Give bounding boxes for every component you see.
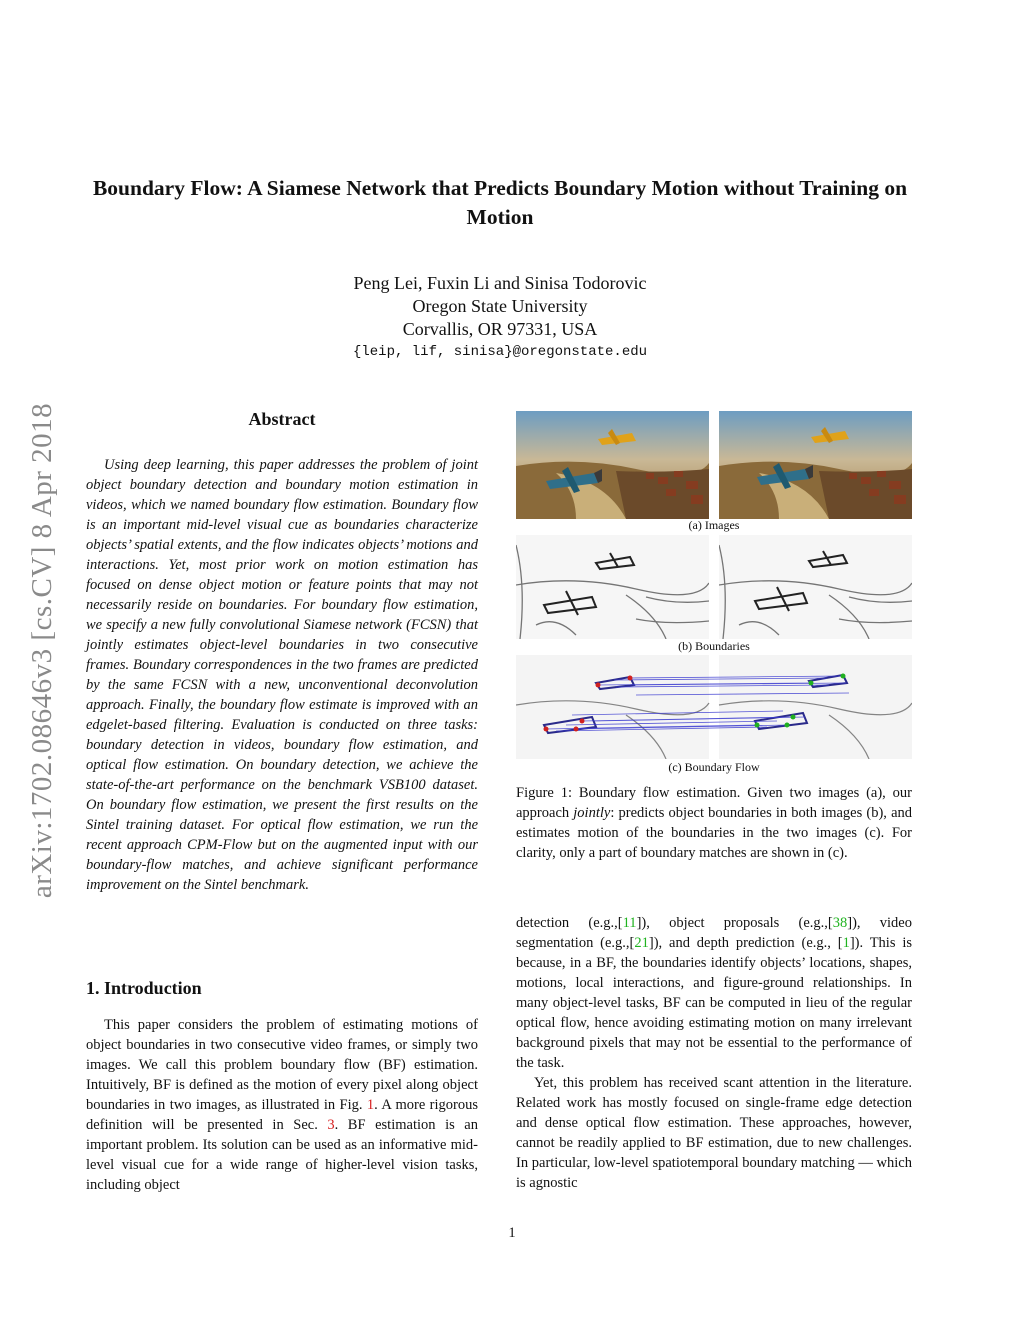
- right-paragraph-2: Yet, this problem has received scant attention in the literature. Related work has mostly focused on single-frame edge detection and dense optical flow estimation. These approaches, however, cannot be readily applied to BF estimation, due to new challenges. In particular, low-level spatiotemporal boundary matching — which is agnostic: [516, 1075, 912, 1191]
- boundary-flow-panel: [516, 655, 912, 759]
- abstract-text: Using deep learning, this paper addresses the problem of joint object boundary detection and boundary motion estimation in videos, which we named boundary flow estimation. Boundary flow is an important mid-level visual cue as boundaries characterize objects’ spatial extents, and the flow indicates objects’ motions and interactions. Yet, most prior work on motion estimation has focused on dense object motion or feature points that may not necessarily reside on boundaries. For boundary flow estimation, we specify a new fully convolutional Siamese network (FCSN) that jointly estimates object-level boundaries in two consecutive frames. Boundary correspondences in the two frames are predicted by the same FCSN with a new, unconventional deconvolution approach. Finally, the boundary flow estimate is improved with an edgelet-based filtering. Evaluation is conducted on three tasks: boundary detection in videos, boundary flow estimation, and optical flow estimation. On boundary detection, we achieve the state-of-the-art performance on the benchmark VSB100 dataset. On boundary flow estimation, we present the first results on the Sintel training dataset. For optical flow estimation, we run the recent approach CPM-Flow but on the augmented input with our boundary-flow matches, and achieve significant performance improvement on the Sintel benchmark.: [86, 457, 478, 893]
- author-block: [200, 272, 800, 364]
- affiliation: Oregon State University: [412, 296, 588, 316]
- section-ref-link[interactable]: 3: [327, 1117, 335, 1133]
- citation-link[interactable]: 38: [832, 915, 848, 931]
- subcaption-images: (a) Images: [688, 518, 740, 532]
- citation-link[interactable]: 11: [622, 915, 637, 931]
- figure-ref-link[interactable]: 1: [366, 1097, 375, 1113]
- intro-paragraph: This paper considers the problem of estimating motions of object boundaries in two consecutive video frames, or simply two images. We call this problem boundary flow (BF) estimation. Intuitively, BF is defined as the motion of every pixel along object boundaries in two images, as illustrated in Fig. 1. A more rigorous definition will be presented in Sec. 3. BF estimation is an important problem. Its solution can be used as an informative mid-level visual cue for a wide range of higher-level vision tasks, including object: [86, 1017, 478, 1193]
- boundary-map-1: [516, 535, 709, 639]
- intro-heading: 1. Introduction: [86, 978, 202, 998]
- boundary-map-2: [719, 535, 912, 639]
- email: {leip, lif, sinisa}@oregonstate.edu: [352, 344, 648, 360]
- address: Corvallis, OR 97331, USA: [402, 319, 598, 339]
- right-column-text: [516, 913, 912, 1193]
- citation-link[interactable]: 21: [634, 935, 649, 951]
- arxiv-stamp: [18, 360, 68, 940]
- author-names: Peng Lei, Fuxin Li and Sinisa Todorovic: [353, 273, 647, 293]
- figure-caption: Figure 1: Boundary flow estimation. Given two images (a), our approach jointly: predicts object boundaries in both images (b), and estimates motion of the boundaries in the two images (c). For clarity, only a part of boundary matches are shown in (c).: [516, 785, 913, 861]
- image-frame-1: [516, 411, 709, 519]
- citation-link[interactable]: 1: [842, 935, 850, 951]
- right-paragraph-1: detection (e.g.,[11]), object proposals (e.g.,[38]), video segmentation (e.g.,[21]), and depth prediction (e.g., [1]). This is because, in a BF, the boundaries identify objects’ locations, shapes, motions, local interactions, and figure-ground relationships. In many object-level tasks, BF can be computed in lieu of the regular optical flow, hence avoiding estimating motion on many irrelevant background pixels that may not be essential to the performance of the task.: [516, 915, 912, 1071]
- subcaption-boundaries: (b) Boundaries: [678, 639, 750, 653]
- paper-title: Boundary Flow: A Siamese Network that Predicts Boundary Motion without Training on Motion: [92, 176, 908, 229]
- subcaption-boundary-flow: (c) Boundary Flow: [668, 760, 760, 774]
- page-number: 1: [508, 1225, 516, 1241]
- abstract-heading: Abstract: [248, 409, 316, 429]
- arxiv-id: arXiv:1702.08646v3 [cs.CV] 8 Apr 2018: [26, 402, 59, 898]
- image-frame-2: [719, 411, 912, 519]
